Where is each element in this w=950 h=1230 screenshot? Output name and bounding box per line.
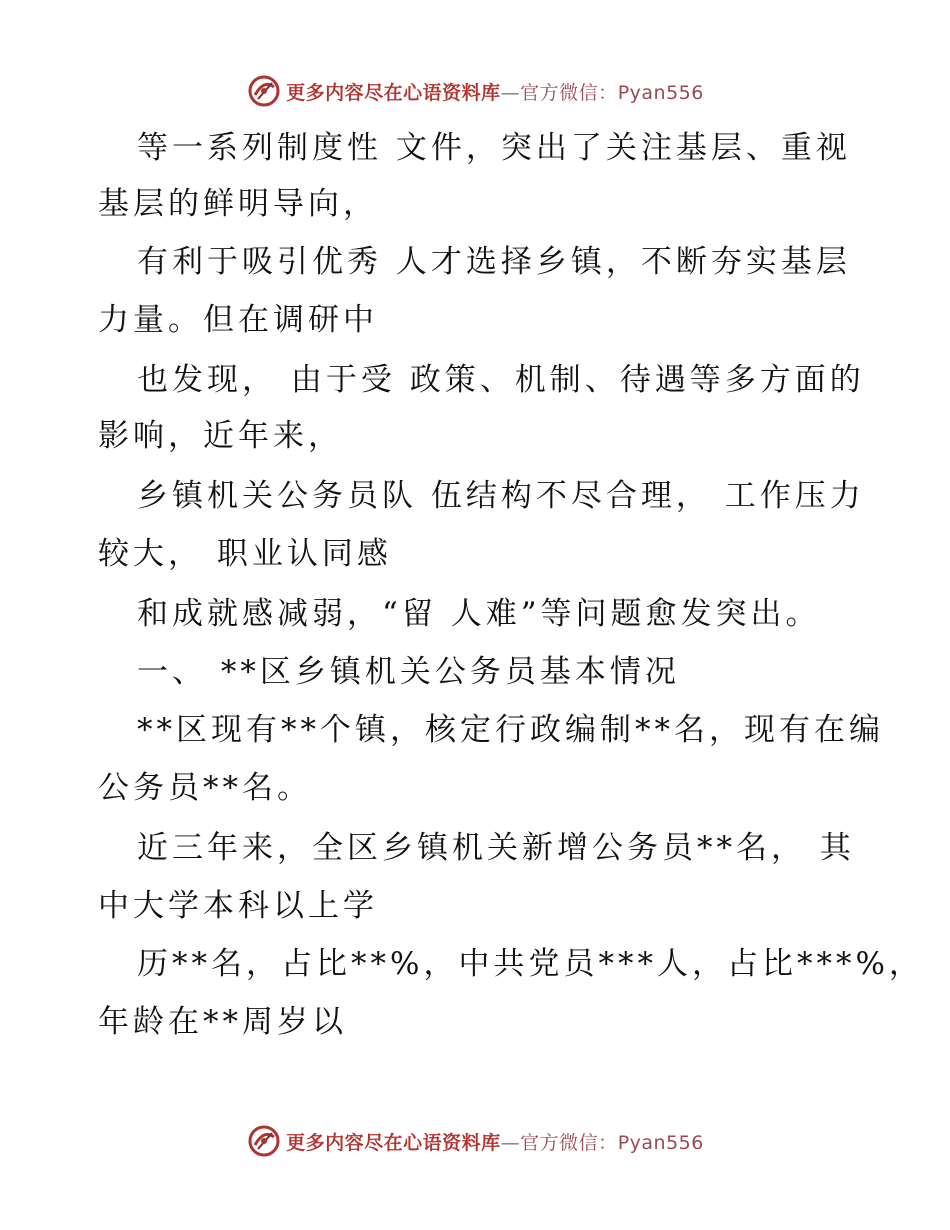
- text-line: 力量。但在调研中: [98, 302, 378, 338]
- text-line: 和成就感减弱，“留 人难”等问题愈发突出。: [137, 596, 821, 632]
- text-line: 基层的鲜明导向，: [98, 186, 378, 222]
- section-heading: 一、 **区乡镇机关公务员基本情况: [137, 654, 680, 690]
- text-line: 年龄在**周岁以: [98, 1004, 347, 1040]
- banner-account: Pyan556: [617, 1131, 704, 1154]
- header-watermark: [0, 71, 950, 111]
- text-line: 也发现， 由于受 政策、机制、待遇等多方面的: [137, 362, 865, 398]
- text-line: 等一系列制度性 文件，突出了关注基层、重视: [137, 130, 851, 166]
- banner-wechat-label: 官方微信：: [520, 81, 618, 104]
- banner-site-name: 更多内容尽在心语资料库: [286, 81, 501, 104]
- text-line: 近三年来，全区乡镇机关新增公务员**名， 其: [137, 830, 855, 866]
- banner-site-name: 更多内容尽在心语资料库: [286, 1131, 501, 1154]
- footer-watermark: [0, 1121, 950, 1161]
- banner-dash: —: [500, 81, 521, 104]
- text-line: 乡镇机关公务员队 伍结构不尽合理， 工作压力: [137, 478, 865, 514]
- text-line: **区现有**个镇，核定行政编制**名，现有在编: [137, 712, 884, 748]
- text-line: 较大， 职业认同感: [98, 536, 392, 572]
- text-line: 中大学本科以上学: [98, 888, 378, 924]
- text-line: 历**名，占比**%，中共党员***人，占比***%，: [137, 946, 924, 982]
- text-line: 影响，近年来，: [98, 418, 343, 454]
- text-line: 有利于吸引优秀 人才选择乡镇，不断夯实基层: [137, 244, 851, 280]
- logo-icon: [246, 1123, 282, 1159]
- banner-wechat-label: 官方微信：: [520, 1131, 618, 1154]
- logo-icon: [246, 73, 282, 109]
- banner-dash: —: [500, 1131, 521, 1154]
- text-line: 公务员**名。: [98, 770, 312, 806]
- banner-account: Pyan556: [617, 81, 704, 104]
